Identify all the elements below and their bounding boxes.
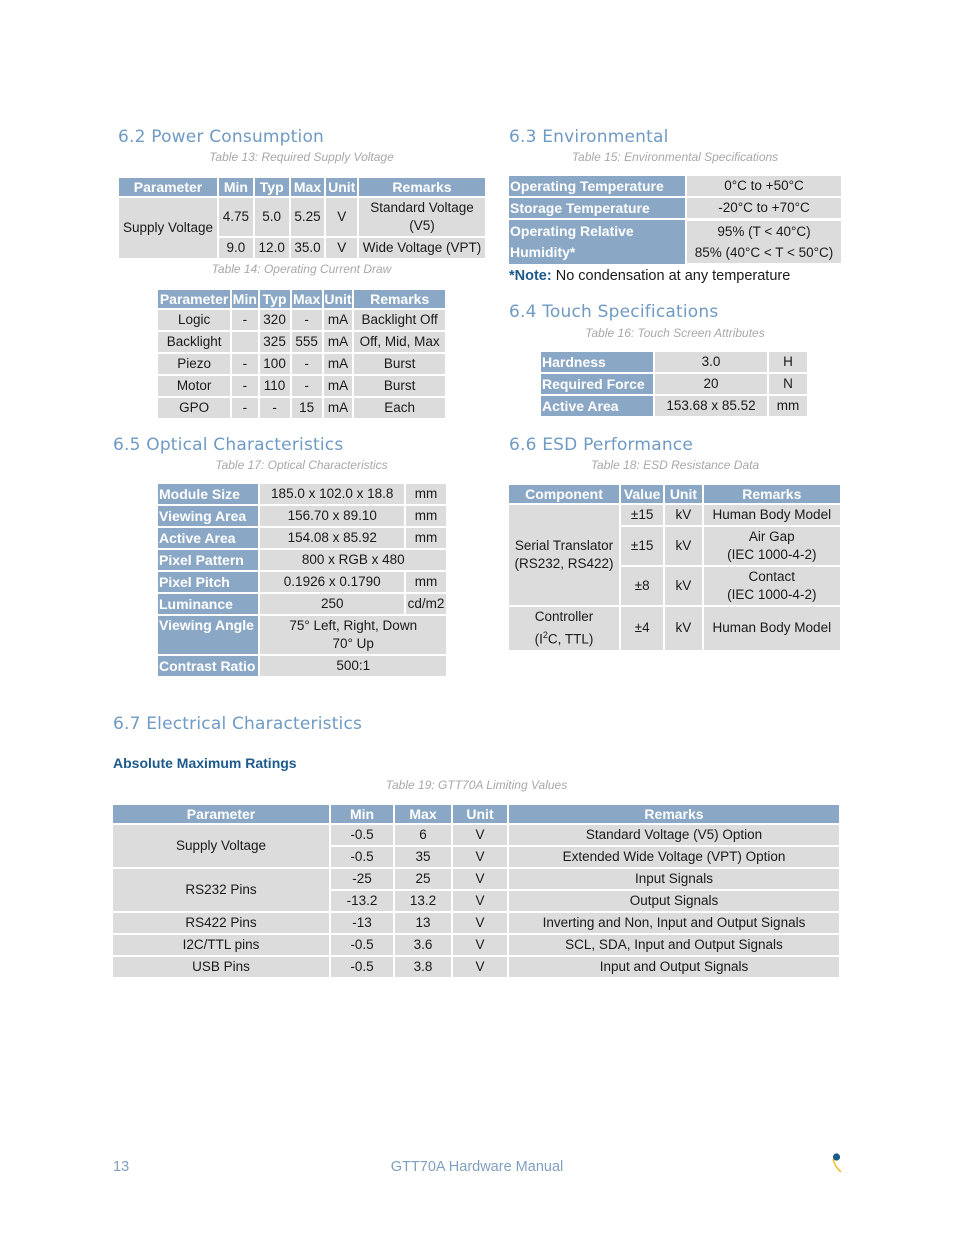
table-row <box>509 505 840 525</box>
table-cell: V <box>453 825 507 845</box>
controller-sub-a: (I <box>534 631 543 647</box>
table-cell: mm <box>406 506 446 526</box>
table-19-caption: Table 19: GTT70A Limiting Values <box>385 778 568 792</box>
table-cell: -25 <box>331 869 393 889</box>
row-header: Required Force <box>541 374 653 394</box>
controller-sub-c: C, TTL) <box>547 631 594 647</box>
section-title-esd: 6.6 ESD Performance <box>509 435 693 455</box>
table-cell: mA <box>324 376 353 396</box>
table-cell: - <box>292 354 322 374</box>
table-cell: SCL, SDA, Input and Output Signals <box>509 935 839 955</box>
table-cell: 15 <box>292 398 322 418</box>
table-row <box>113 825 839 845</box>
table-cell: -13 <box>331 913 393 933</box>
column-header: Unit <box>453 805 507 823</box>
note-text: No condensation at any temperature <box>551 268 791 284</box>
column-header: Max <box>395 805 451 823</box>
column-header: Typ <box>260 290 290 308</box>
table-19-limiting-values <box>111 803 841 979</box>
table-cell: mA <box>324 354 353 374</box>
section-title-electrical: 6.7 Electrical Characteristics <box>113 714 363 734</box>
table-cell: - <box>232 398 257 418</box>
section-title-optical: 6.5 Optical Characteristics <box>113 435 344 455</box>
controller-sub-label <box>512 626 616 649</box>
table-cell: 800 x RGB x 480 <box>260 550 446 570</box>
table-cell: kV <box>665 527 701 565</box>
table-14-caption: Table 14: Operating Current Draw <box>211 262 392 276</box>
table-18-caption: Table 18: ESD Resistance Data <box>590 458 760 472</box>
table-cell: V <box>453 913 507 933</box>
table-cell: Human Body Model <box>704 607 840 650</box>
table-cell: N <box>769 374 807 394</box>
table-cell: 320 <box>260 310 290 330</box>
subheading-absolute-maximum: Absolute Maximum Ratings <box>113 755 297 771</box>
page-number: 13 <box>113 1159 130 1175</box>
table-row <box>113 957 839 977</box>
table-cell: Output Signals <box>509 891 839 911</box>
column-header: Value <box>621 485 663 503</box>
table-row <box>158 310 445 330</box>
table-cell <box>704 527 840 565</box>
table-cell: 156.70 x 89.10 <box>260 506 404 526</box>
table-cell: Standard Voltage (V5) Option <box>509 825 839 845</box>
table-row <box>541 352 807 372</box>
table-cell: Supply Voltage <box>119 198 217 258</box>
column-header: Remarks <box>509 805 839 823</box>
table-row <box>158 550 446 570</box>
table-cell: V <box>326 238 357 258</box>
table-cell: 555 <box>292 332 322 352</box>
table-cell: ±4 <box>621 607 663 650</box>
table-row <box>158 594 446 614</box>
column-header: Typ <box>255 178 289 196</box>
column-header: Parameter <box>113 805 329 823</box>
table-cell: Each <box>354 398 445 418</box>
column-header: Component <box>509 485 619 503</box>
footer-title: GTT70A Hardware Manual <box>390 1159 564 1175</box>
table-cell: V <box>453 869 507 889</box>
table-cell: - <box>232 354 257 374</box>
table-cell: 12.0 <box>255 238 289 258</box>
table-cell: ±15 <box>621 527 663 565</box>
table-cell: 185.0 x 102.0 x 18.8 <box>260 484 404 504</box>
table-row <box>158 506 446 526</box>
table-cell: 500:1 <box>260 656 446 676</box>
table-cell: -0.5 <box>331 847 393 867</box>
table-cell: 35.0 <box>291 238 325 258</box>
table-cell: 9.0 <box>219 238 253 258</box>
table-row <box>158 354 445 374</box>
humidity-value-1: 95% (T < 40°C) <box>687 221 841 242</box>
table-row <box>158 616 446 654</box>
row-header: Storage Temperature <box>509 198 685 218</box>
table-cell: Off, Mid, Max <box>354 332 445 352</box>
controller-sup: 2 <box>542 630 548 640</box>
table-cell: ±8 <box>621 567 663 605</box>
table-cell: Input and Output Signals <box>509 957 839 977</box>
table-cell: Piezo <box>158 354 230 374</box>
table-cell: mm <box>769 396 807 416</box>
table-cell <box>260 616 446 654</box>
remark-line-2: (IEC 1000-4-2) <box>727 547 817 562</box>
table-cell: 3.6 <box>395 935 451 955</box>
row-header: Operating Temperature <box>509 176 685 196</box>
table-cell: Extended Wide Voltage (VPT) Option <box>509 847 839 867</box>
matrix-orbital-logo-icon <box>826 1150 844 1174</box>
table-15-caption: Table 15: Environmental Specifications <box>571 150 779 164</box>
table-15-environmental <box>507 174 843 266</box>
table-cell: H <box>769 352 807 372</box>
table-16-touch <box>539 350 809 418</box>
table-cell: - <box>232 310 257 330</box>
table-cell: mA <box>324 398 353 418</box>
table-cell: mA <box>324 332 353 352</box>
row-header: Active Area <box>541 396 653 416</box>
table-cell: 153.68 x 85.52 <box>655 396 767 416</box>
table-cell: 13.2 <box>395 891 451 911</box>
table-row <box>113 913 839 933</box>
remark-line-1: Contact <box>748 569 796 584</box>
viewing-angle-line-1: 75° Left, Right, Down <box>289 618 418 633</box>
table-row <box>113 869 839 889</box>
table-cell: Burst <box>354 354 445 374</box>
table-cell: Backlight Off <box>354 310 445 330</box>
column-header: Remarks <box>704 485 840 503</box>
row-header: Viewing Angle <box>158 616 258 654</box>
table-cell: 5.25 <box>291 198 325 236</box>
table-cell: Wide Voltage (VPT) <box>359 238 485 258</box>
table-cell: - <box>292 376 322 396</box>
table-cell: Logic <box>158 310 230 330</box>
table-cell: - <box>292 310 322 330</box>
section-title-environmental: 6.3 Environmental <box>509 127 669 147</box>
table-row <box>158 376 445 396</box>
table-row <box>158 528 446 548</box>
remark-line-1: Air Gap <box>748 529 795 544</box>
controller-label: Controller <box>534 609 594 624</box>
table-17-optical <box>156 482 448 678</box>
row-header: Pixel Pattern <box>158 550 258 570</box>
column-header: Max <box>293 291 321 307</box>
humidity-value-2: 85% (40°C < T < 50°C) <box>687 242 841 263</box>
table-row <box>113 935 839 955</box>
table-16-caption: Table 16: Touch Screen Attributes <box>585 326 765 340</box>
table-cell: 154.08 x 85.92 <box>260 528 404 548</box>
viewing-angle-line-2: 70° Up <box>332 636 374 651</box>
table-cell: ±15 <box>621 505 663 525</box>
section-title-power: 6.2 Power Consumption <box>118 127 325 147</box>
table-cell: -13.2 <box>331 891 393 911</box>
table-cell <box>704 567 840 605</box>
row-header: Hardness <box>541 352 653 372</box>
table-cell: kV <box>665 567 701 605</box>
logo-orb <box>833 1153 840 1160</box>
logo-swoosh <box>833 1159 841 1172</box>
table-cell: Backlight <box>158 332 230 352</box>
row-header: Module Size <box>158 484 258 504</box>
section-title-touch: 6.4 Touch Specifications <box>509 302 719 322</box>
table-cell: I2C/TTL pins <box>113 935 329 955</box>
environment-note <box>509 268 790 284</box>
table-cell: 4.75 <box>219 198 253 236</box>
table-cell: V <box>453 847 507 867</box>
note-label: *Note: <box>509 268 552 284</box>
column-header: Min <box>219 178 253 196</box>
column-header: Unit <box>324 291 352 307</box>
table-13-supply-voltage <box>117 176 487 260</box>
column-header: Max <box>291 178 325 196</box>
table-cell: 6 <box>395 825 451 845</box>
table-cell: Standard Voltage (V5) <box>359 198 485 236</box>
table-cell: -0.5 <box>331 825 393 845</box>
table-cell: - <box>260 398 290 418</box>
table-cell: mm <box>406 484 446 504</box>
table-cell: cd/m2 <box>406 594 446 614</box>
table-row <box>158 484 446 504</box>
row-header: Operating Relative Humidity* <box>509 220 685 264</box>
table-cell: mm <box>406 572 446 592</box>
table-cell: 20 <box>655 374 767 394</box>
remark-line-2: (IEC 1000-4-2) <box>727 587 817 602</box>
table-cell: Serial Translator (RS232, RS422) <box>509 505 619 605</box>
table-cell: Inverting and Non, Input and Output Signals <box>509 913 839 933</box>
row-header: Active Area <box>158 528 258 548</box>
table-cell: RS232 Pins <box>113 869 329 911</box>
table-row <box>541 396 807 416</box>
table-cell: Burst <box>354 376 445 396</box>
table-cell: 100 <box>260 354 290 374</box>
table-cell: Human Body Model <box>704 505 840 525</box>
table-cell: Supply Voltage <box>113 825 329 867</box>
table-18-esd <box>507 483 842 652</box>
row-header: Pixel Pitch <box>158 572 258 592</box>
table-cell: -20°C to +70°C <box>687 198 841 218</box>
column-header: Parameter <box>159 291 229 307</box>
column-header: Min <box>331 805 393 823</box>
table-cell: RS422 Pins <box>113 913 329 933</box>
row-header: Viewing Area <box>158 506 258 526</box>
row-header: Luminance <box>158 594 258 614</box>
column-header: Remarks <box>354 290 445 308</box>
table-cell: V <box>453 957 507 977</box>
column-header: Parameter <box>119 178 217 196</box>
table-cell: GPO <box>158 398 230 418</box>
table-row <box>158 398 445 418</box>
table-cell: V <box>326 198 357 236</box>
table-cell: 0°C to +50°C <box>687 176 841 196</box>
table-cell: kV <box>665 505 701 525</box>
table-row <box>158 572 446 592</box>
table-cell: 3.0 <box>655 352 767 372</box>
table-cell: -0.5 <box>331 935 393 955</box>
table-14-current-draw <box>156 288 447 420</box>
table-cell: 25 <box>395 869 451 889</box>
table-cell: mm <box>406 528 446 548</box>
column-header: Unit <box>328 179 356 195</box>
column-header: Unit <box>665 485 701 503</box>
table-cell: Input Signals <box>509 869 839 889</box>
row-header: Contrast Ratio <box>158 656 258 676</box>
table-cell: 5.0 <box>255 198 289 236</box>
table-cell: -0.5 <box>331 957 393 977</box>
table-cell: 3.8 <box>395 957 451 977</box>
table-cell <box>232 332 257 352</box>
column-header: Min <box>232 291 257 307</box>
table-row <box>158 656 446 676</box>
table-cell: V <box>453 891 507 911</box>
table-cell: 325 <box>260 332 290 352</box>
table-row <box>158 332 445 352</box>
table-cell: - <box>232 376 257 396</box>
table-cell: 250 <box>260 594 404 614</box>
table-13-caption: Table 13: Required Supply Voltage <box>209 150 394 164</box>
table-cell <box>687 220 841 264</box>
table-cell: 13 <box>395 913 451 933</box>
table-row <box>509 607 840 650</box>
table-cell: 110 <box>260 376 290 396</box>
table-cell: 0.1926 x 0.1790 <box>260 572 404 592</box>
table-row <box>541 374 807 394</box>
table-cell: Motor <box>158 376 230 396</box>
table-cell: mA <box>324 310 353 330</box>
table-17-caption: Table 17: Optical Characteristics <box>215 458 388 472</box>
table-cell <box>509 607 619 650</box>
table-cell: kV <box>665 607 701 650</box>
table-cell: V <box>453 935 507 955</box>
column-header: Remarks <box>359 178 485 196</box>
table-cell: USB Pins <box>113 957 329 977</box>
table-cell: 35 <box>395 847 451 867</box>
